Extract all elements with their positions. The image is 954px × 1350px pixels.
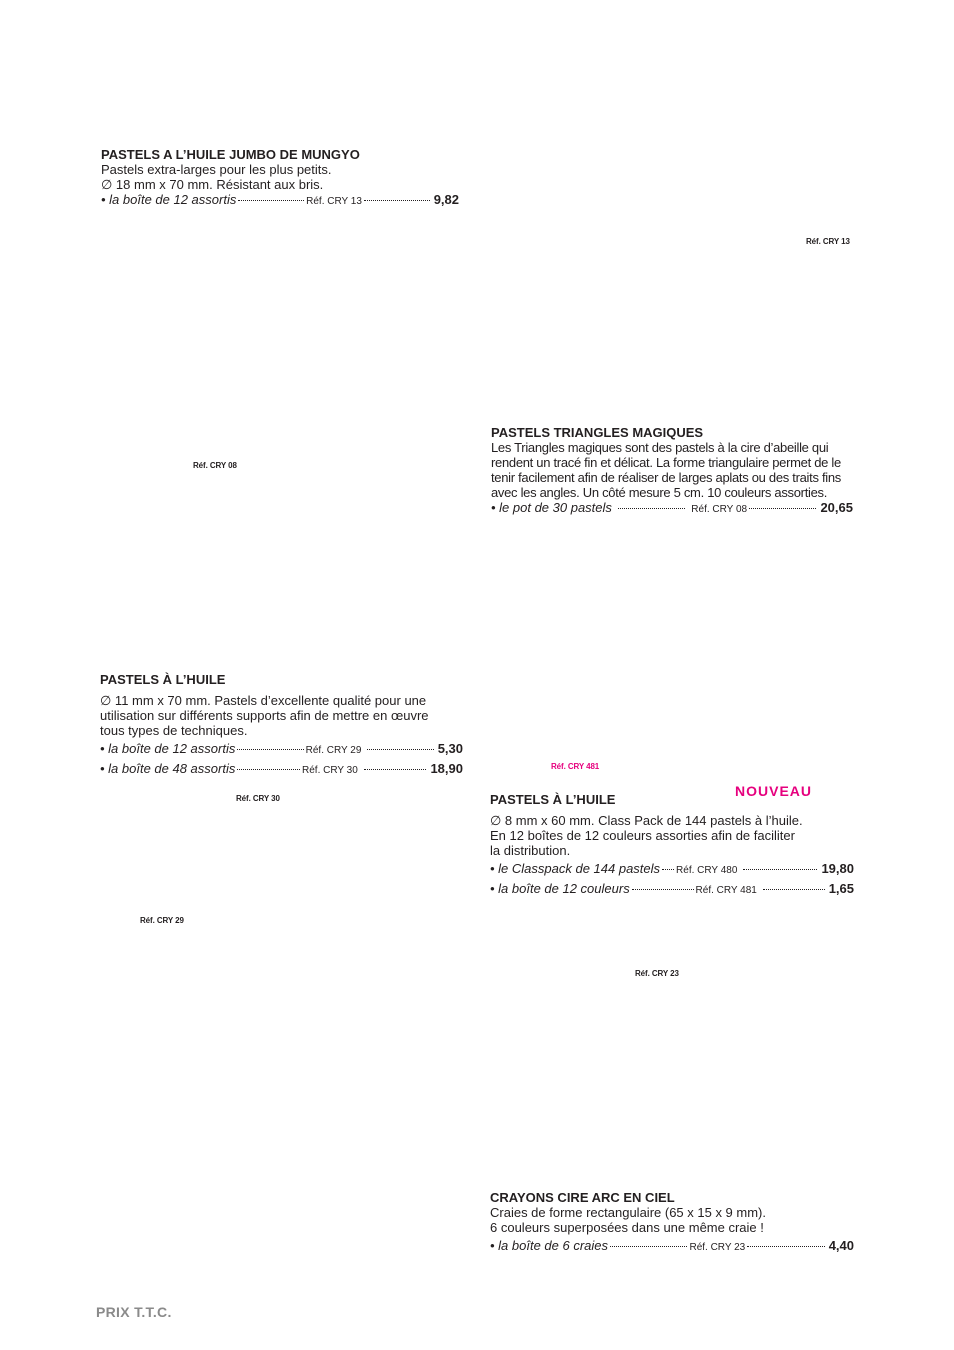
leader-dots — [364, 769, 427, 770]
price-row — [490, 881, 854, 898]
product-jumbo-mungyo — [101, 147, 459, 209]
product-desc-line: Craies de forme rectangulaire (65 x 15 x 9 mm). — [490, 1205, 766, 1220]
leader-dots — [237, 749, 303, 750]
leader-dots — [763, 889, 825, 890]
item-ref: Réf. CRY 23 — [689, 1242, 746, 1253]
image-ref-cry13: Réf. CRY 13 — [806, 237, 850, 246]
price-row — [101, 192, 459, 209]
new-badge: NOUVEAU — [735, 783, 813, 799]
price-row — [100, 741, 463, 758]
product-desc-line: tenir facilement afin de réaliser de larges aplats ou des traits fins — [491, 470, 841, 485]
image-ref-cry30: Réf. CRY 30 — [236, 794, 280, 803]
price-row — [490, 861, 854, 878]
image-ref-cry08: Réf. CRY 08 — [193, 461, 237, 470]
leader-dots — [618, 508, 685, 509]
item-price: 4,40 — [828, 1238, 855, 1253]
product-title: PASTELS A L’HUILE JUMBO DE MUNGYO — [101, 147, 360, 162]
product-title: PASTELS À L’HUILE — [490, 792, 616, 807]
leader-dots — [747, 1246, 824, 1247]
leader-dots — [238, 200, 304, 201]
item-ref: Réf. CRY 481 — [695, 885, 757, 896]
price-footer: PRIX T.T.C. — [96, 1304, 172, 1320]
item-label: • la boîte de 12 assortis — [100, 741, 236, 756]
item-label: • le pot de 30 pastels — [491, 500, 612, 515]
price-row — [490, 1238, 854, 1255]
item-price: 18,90 — [430, 761, 463, 776]
product-triangles-magiques — [491, 425, 853, 517]
product-title: CRAYONS CIRE ARC EN CIEL — [490, 1190, 675, 1205]
leader-dots — [749, 508, 816, 509]
product-desc-line: ∅ 8 mm x 60 mm. Class Pack de 144 pastels à l’huile. — [490, 813, 803, 828]
item-label: • la boîte de 12 couleurs — [490, 881, 630, 896]
item-ref: Réf. CRY 13 — [306, 196, 362, 207]
product-desc-line: 6 couleurs superposées dans une même craie ! — [490, 1220, 764, 1235]
image-ref-cry23: Réf. CRY 23 — [635, 969, 679, 978]
item-ref: Réf. CRY 480 — [676, 865, 738, 876]
leader-dots — [610, 1246, 687, 1247]
product-desc-line: utilisation sur différents supports afin de mettre en œuvre — [100, 708, 429, 723]
product-desc-line: Pastels extra-larges pour les plus petits. — [101, 162, 332, 177]
item-ref: Réf. CRY 30 — [302, 765, 358, 776]
price-row — [491, 500, 853, 517]
product-title: PASTELS À L’HUILE — [100, 672, 226, 687]
item-label: • la boîte de 12 assortis — [101, 192, 237, 207]
product-desc-line: Les Triangles magiques sont des pastels à la cire d’abeille qui — [491, 440, 829, 455]
item-price: 1,65 — [828, 881, 855, 896]
product-crayons-arc-en-ciel — [490, 1190, 854, 1255]
item-price: 5,30 — [437, 741, 464, 756]
product-pastels-huile-classpack — [490, 792, 854, 898]
item-ref: Réf. CRY 08 — [691, 504, 748, 515]
item-price: 9,82 — [433, 192, 460, 207]
leader-dots — [364, 200, 430, 201]
image-ref-cry29: Réf. CRY 29 — [140, 916, 184, 925]
product-desc-line: tous types de techniques. — [100, 723, 248, 738]
product-desc-line: avec les angles. Un côté mesure 5 cm. 10 couleurs assorties. — [491, 485, 828, 500]
price-row — [100, 761, 463, 778]
leader-dots — [632, 889, 694, 890]
product-desc-line: la distribution. — [490, 843, 571, 858]
item-label: • le Classpack de 144 pastels — [490, 861, 661, 876]
product-title: PASTELS TRIANGLES MAGIQUES — [491, 425, 704, 440]
leader-dots — [743, 869, 817, 870]
product-desc-line: rendent un tracé fin et délicat. La forme triangulaire permet de le — [491, 455, 841, 470]
item-price: 19,80 — [821, 861, 854, 876]
product-pastels-huile-11mm — [100, 672, 463, 778]
item-label: • la boîte de 6 craies — [490, 1238, 609, 1253]
item-label: • la boîte de 48 assortis — [100, 761, 236, 776]
item-ref: Réf. CRY 29 — [305, 745, 362, 756]
product-desc-line: En 12 boîtes de 12 couleurs assorties afin de faciliter — [490, 828, 795, 843]
image-ref-cry481: Réf. CRY 481 — [551, 762, 600, 771]
product-desc-line: ∅ 18 mm x 70 mm. Résistant aux bris. — [101, 177, 324, 192]
leader-dots — [662, 869, 674, 870]
leader-dots — [237, 769, 300, 770]
item-price: 20,65 — [820, 500, 853, 515]
leader-dots — [367, 749, 433, 750]
product-desc-line: ∅ 11 mm x 70 mm. Pastels d’excellente qualité pour une — [100, 693, 427, 708]
